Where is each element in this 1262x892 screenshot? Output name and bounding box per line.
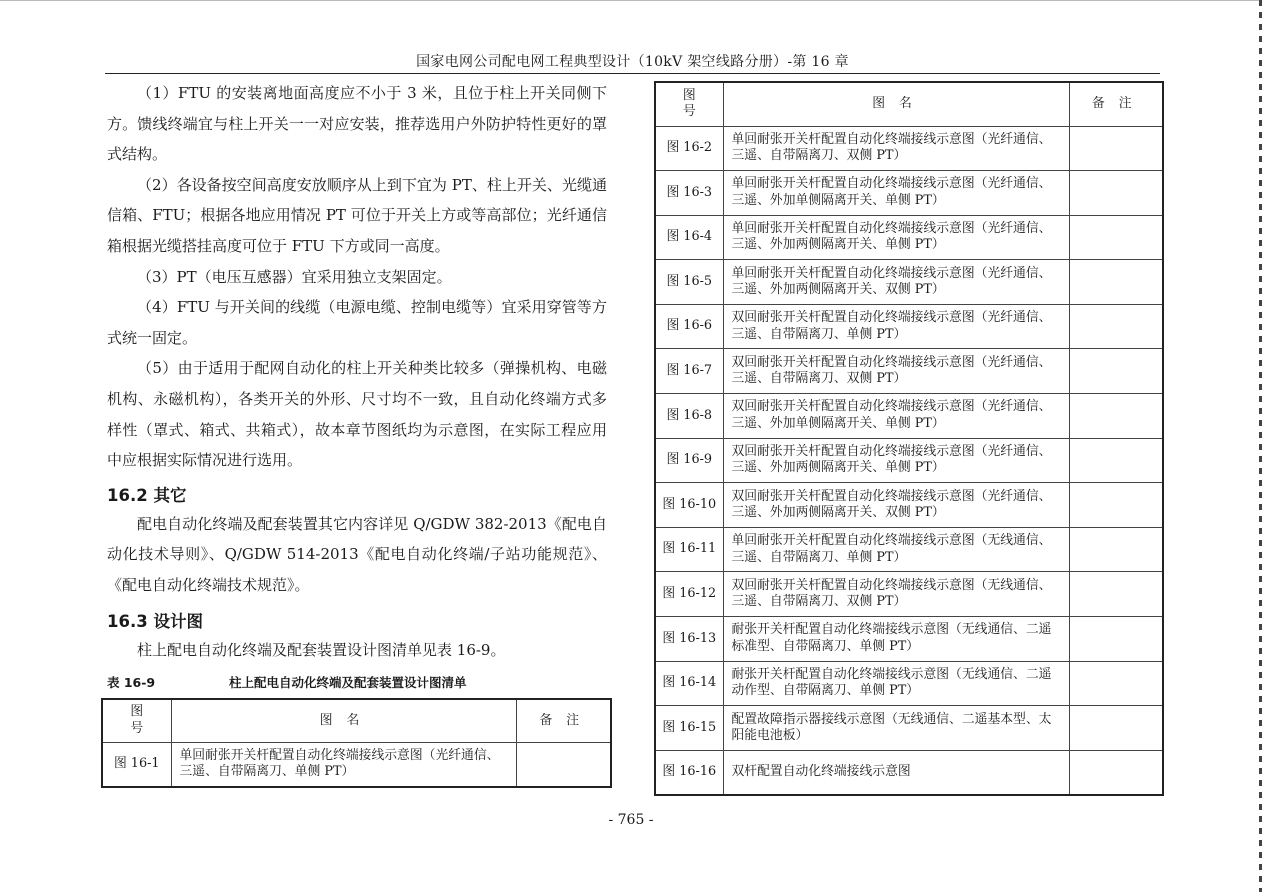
figure-number-cell: 图 16-11 [655,527,723,572]
figure-name-cell: 单回耐张开关杆配置自动化终端接线示意图（光纤通信、三遥、外加两侧隔离开关、双侧 PT） [723,260,1069,305]
table-row [102,742,611,787]
table-row [655,349,1163,394]
remarks-cell [1069,483,1163,528]
paragraph-1: （1）FTU 的安装离地面高度应不小于 3 米，且位于柱上开关同侧下方。馈线终端宜与柱上开关一一对应安装，推荐选用户外防护特性更好的罩式结构。 [107,84,607,164]
table-row [655,171,1163,216]
remarks-cell [516,742,611,787]
remarks-cell [1069,572,1163,617]
table-row [655,483,1163,528]
table-row [655,617,1163,662]
figure-number-cell: 图 16-14 [655,661,723,706]
remarks-cell [1069,394,1163,439]
figure-name-cell: 单回耐张开关杆配置自动化终端接线示意图（光纤通信、三遥、自带隔离刀、双侧 PT） [723,126,1069,171]
figure-name-cell: 双回耐张开关杆配置自动化终端接线示意图（光纤通信、三遥、外加单侧隔离开关、单侧 PT） [723,394,1069,439]
header-figure-number: 图号 [102,699,171,742]
remarks-cell [1069,750,1163,795]
figure-name-cell: 耐张开关杆配置自动化终端接线示意图（无线通信、二遥动作型、自带隔离刀、单侧 PT） [723,661,1069,706]
header-rule [105,73,1160,74]
paragraph-3: （3）PT（电压互感器）宜采用独立支架固定。 [137,267,452,286]
remarks-cell [1069,304,1163,349]
figure-number-cell: 图 16-1 [102,742,171,787]
remarks-cell [1069,706,1163,751]
figure-name-cell: 耐张开关杆配置自动化终端接线示意图（无线通信、二遥标准型、自带隔离刀、单侧 PT） [723,617,1069,662]
table-caption-label: 表 16-9 [107,675,156,690]
header-figure-name: 图名 [171,699,516,742]
table-row [655,527,1163,572]
remarks-cell [1069,617,1163,662]
header-remarks: 备注 [1069,82,1163,126]
figure-number-cell: 图 16-7 [655,349,723,394]
running-header: 国家电网公司配电网工程典型设计（10kV 架空线路分册）-第 16 章 [416,54,849,70]
paragraph-5: （5）由于适用于配网自动化的柱上开关种类比较多（弹操机构、电磁机构、永磁机构），各类开关的外形、尺寸均不一致，且自动化终端方式多样性（罩式、箱式、共箱式），故本章节图纸均为示意图，在实际工程应用中应根据实际情况进行选用。 [107,359,607,470]
table-header-row [102,699,611,742]
figure-number-cell: 图 16-10 [655,483,723,528]
section-heading-16-3: 16.3 设计图 [107,611,203,631]
figure-number-cell: 图 16-16 [655,750,723,795]
remarks-cell [1069,661,1163,706]
paragraph-2: （2）各设备按空间高度安放顺序从上到下宜为 PT、柱上开关、光缆通信箱、FTU；根据各地应用情况 PT 可位于开关上方或等高部位；光纤通信箱根据光缆搭挂高度可位于 FTU 下方或同一高度。 [107,175,607,255]
figure-name-cell: 双杆配置自动化终端接线示意图 [723,750,1069,795]
table-caption-title: 柱上配电自动化终端及配套装置设计图清单 [229,675,467,690]
table-row [655,394,1163,439]
figure-name-cell: 单回耐张开关杆配置自动化终端接线示意图（光纤通信、三遥、外加两侧隔离开关、单侧 PT） [723,215,1069,260]
header-figure-number: 图号 [655,82,723,126]
design-drawing-table-right [654,81,1164,796]
remarks-cell [1069,438,1163,483]
page-number: - 765 - [608,812,654,828]
figure-name-cell: 双回耐张开关杆配置自动化终端接线示意图（光纤通信、三遥、外加两侧隔离开关、双侧 PT） [723,483,1069,528]
figure-name-cell: 配置故障指示器接线示意图（无线通信、二遥基本型、太阳能电池板） [723,706,1069,751]
table-row [655,438,1163,483]
remarks-cell [1069,527,1163,572]
figure-name-cell: 双回耐张开关杆配置自动化终端接线示意图（光纤通信、三遥、自带隔离刀、单侧 PT） [723,304,1069,349]
table-row [655,304,1163,349]
header-figure-name: 图名 [723,82,1069,126]
table-row [655,661,1163,706]
figure-number-cell: 图 16-13 [655,617,723,662]
figure-number-cell: 图 16-12 [655,572,723,617]
table-header-row [655,82,1163,126]
section-heading-16-2: 16.2 其它 [107,485,187,505]
table-row [655,215,1163,260]
table-row [655,750,1163,795]
figure-number-cell: 图 16-4 [655,215,723,260]
figure-name-cell: 单回耐张开关杆配置自动化终端接线示意图（光纤通信、三遥、自带隔离刀、单侧 PT） [171,742,516,787]
remarks-cell [1069,171,1163,216]
figure-name-cell: 双回耐张开关杆配置自动化终端接线示意图（光纤通信、三遥、外加两侧隔离开关、单侧 PT） [723,438,1069,483]
paragraph-4: （4）FTU 与开关间的线缆（电源电缆、控制电缆等）宜采用穿管等方式统一固定。 [107,298,607,347]
header-remarks: 备注 [516,699,611,742]
remarks-cell [1069,126,1163,171]
figure-name-cell: 单回耐张开关杆配置自动化终端接线示意图（无线通信、三遥、自带隔离刀、单侧 PT） [723,527,1069,572]
page-top-edge [0,0,1262,1]
section-16-2-body: 配电自动化终端及配套装置其它内容详见 Q/GDW 382-2013《配电自动化技术导则》、Q/GDW 514-2013《配电自动化终端/子站功能规范》、《配电自动化终端技术规范》。 [107,514,607,594]
remarks-cell [1069,260,1163,305]
remarks-cell [1069,215,1163,260]
figure-number-cell: 图 16-3 [655,171,723,216]
figure-number-cell: 图 16-2 [655,126,723,171]
figure-name-cell: 单回耐张开关杆配置自动化终端接线示意图（光纤通信、三遥、外加单侧隔离开关、单侧 PT） [723,171,1069,216]
figure-number-cell: 图 16-8 [655,394,723,439]
remarks-cell [1069,349,1163,394]
figure-number-cell: 图 16-5 [655,260,723,305]
left-column [107,78,607,665]
figure-number-cell: 图 16-6 [655,304,723,349]
section-16-3-body: 柱上配电自动化终端及配套装置设计图清单见表 16-9。 [137,640,506,659]
table-row [655,572,1163,617]
table-row [655,260,1163,305]
figure-name-cell: 双回耐张开关杆配置自动化终端接线示意图（无线通信、三遥、自带隔离刀、双侧 PT） [723,572,1069,617]
figure-number-cell: 图 16-15 [655,706,723,751]
figure-name-cell: 双回耐张开关杆配置自动化终端接线示意图（光纤通信、三遥、自带隔离刀、双侧 PT） [723,349,1069,394]
design-drawing-table-left [101,698,612,788]
figure-number-cell: 图 16-9 [655,438,723,483]
table-caption [107,673,607,691]
table-row [655,706,1163,751]
table-row [655,126,1163,171]
